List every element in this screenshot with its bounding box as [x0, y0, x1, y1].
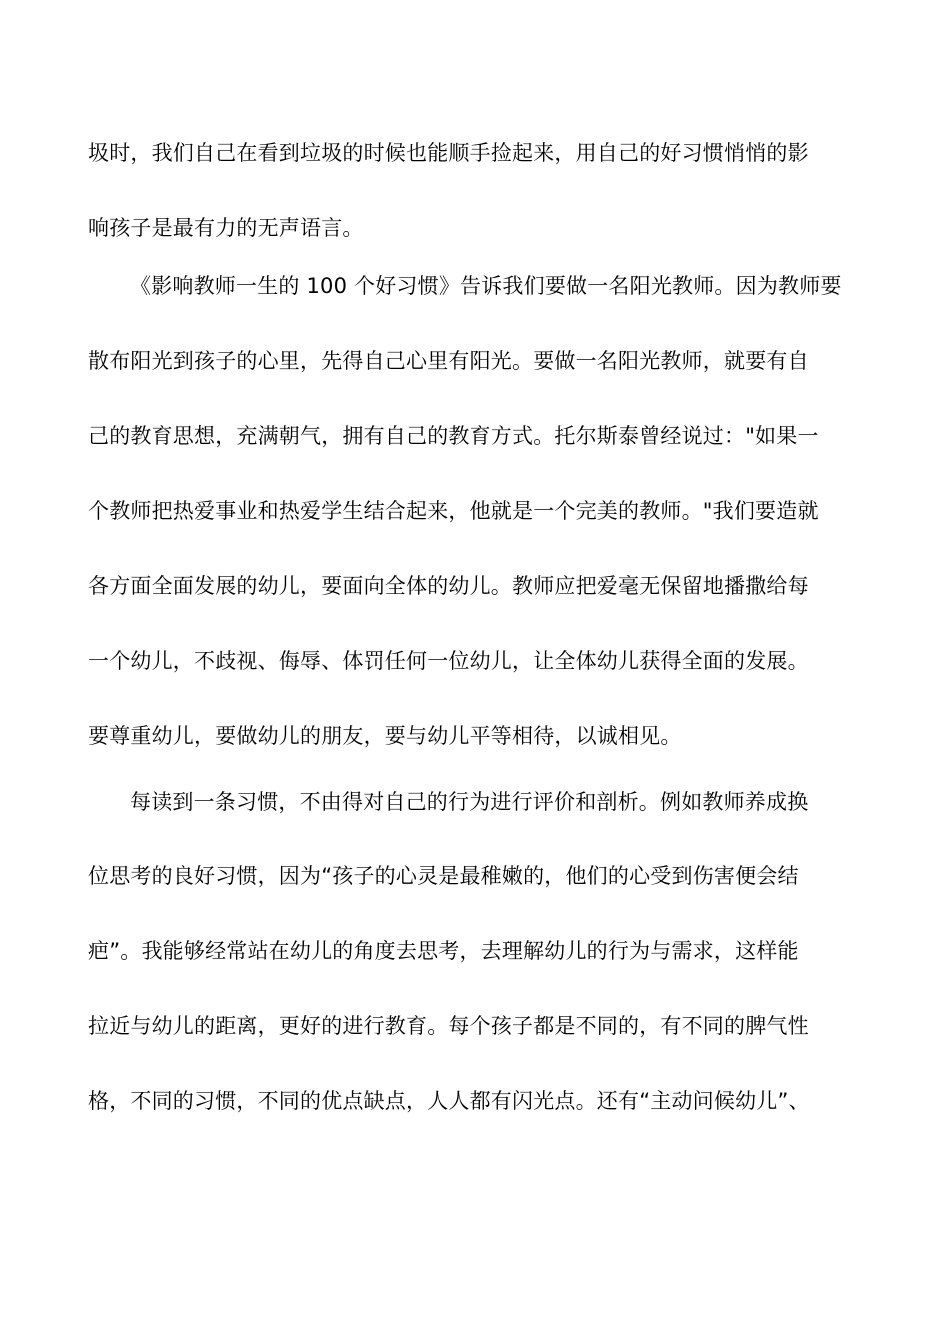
text-line-11: 位思考的良好习惯，因为“孩子的心灵是最稚嫩的，他们的心受到伤害便会结 — [88, 864, 799, 888]
text-line-6: 个教师把热爱事业和热爱学生结合起来，他就是一个完美的教师。"我们要造就 — [88, 499, 819, 523]
text-line-13: 拉近与幼儿的距离，更好的进行教育。每个孩子都是不同的，有不同的脾气性 — [88, 1014, 809, 1038]
text-line-9: 要尊重幼儿，要做幼儿的朋友，要与幼儿平等相待，以诚相见。 — [88, 724, 682, 748]
text-line-5: 己的教育思想，充满朝气，拥有自己的教育方式。托尔斯泰曾经说过："如果一 — [88, 424, 819, 448]
text-line-2: 响孩子是最有力的无声语言。 — [88, 216, 364, 240]
text-line-8: 一个幼儿，不歧视、侮辱、体罚任何一位幼儿，让全体幼儿获得全面的发展。 — [88, 649, 809, 673]
text-line-14: 格，不同的习惯，不同的优点缺点，人人都有闪光点。还有“主动问候幼儿”、 — [88, 1089, 810, 1113]
text-line-1: 圾时，我们自己在看到垃圾的时候也能顺手捡起来，用自己的好习惯悄悄的影 — [88, 141, 809, 165]
text-line-7: 各方面全面发展的幼儿，要面向全体的幼儿。教师应把爱毫无保留地播撒给每 — [88, 574, 809, 598]
text-line-4: 散布阳光到孩子的心里，先得自己心里有阳光。要做一名阳光教师，就要有自 — [88, 349, 809, 373]
text-line-12: 疤”。我能够经常站在幼儿的角度去思考，去理解幼儿的行为与需求，这样能 — [88, 939, 799, 963]
text-line-3: 《影响教师一生的 100 个好习惯》告诉我们要做一名阳光教师。因为教师要 — [130, 274, 842, 298]
text-line-10: 每读到一条习惯，不由得对自己的行为进行评价和剖析。例如教师养成换 — [130, 790, 809, 814]
